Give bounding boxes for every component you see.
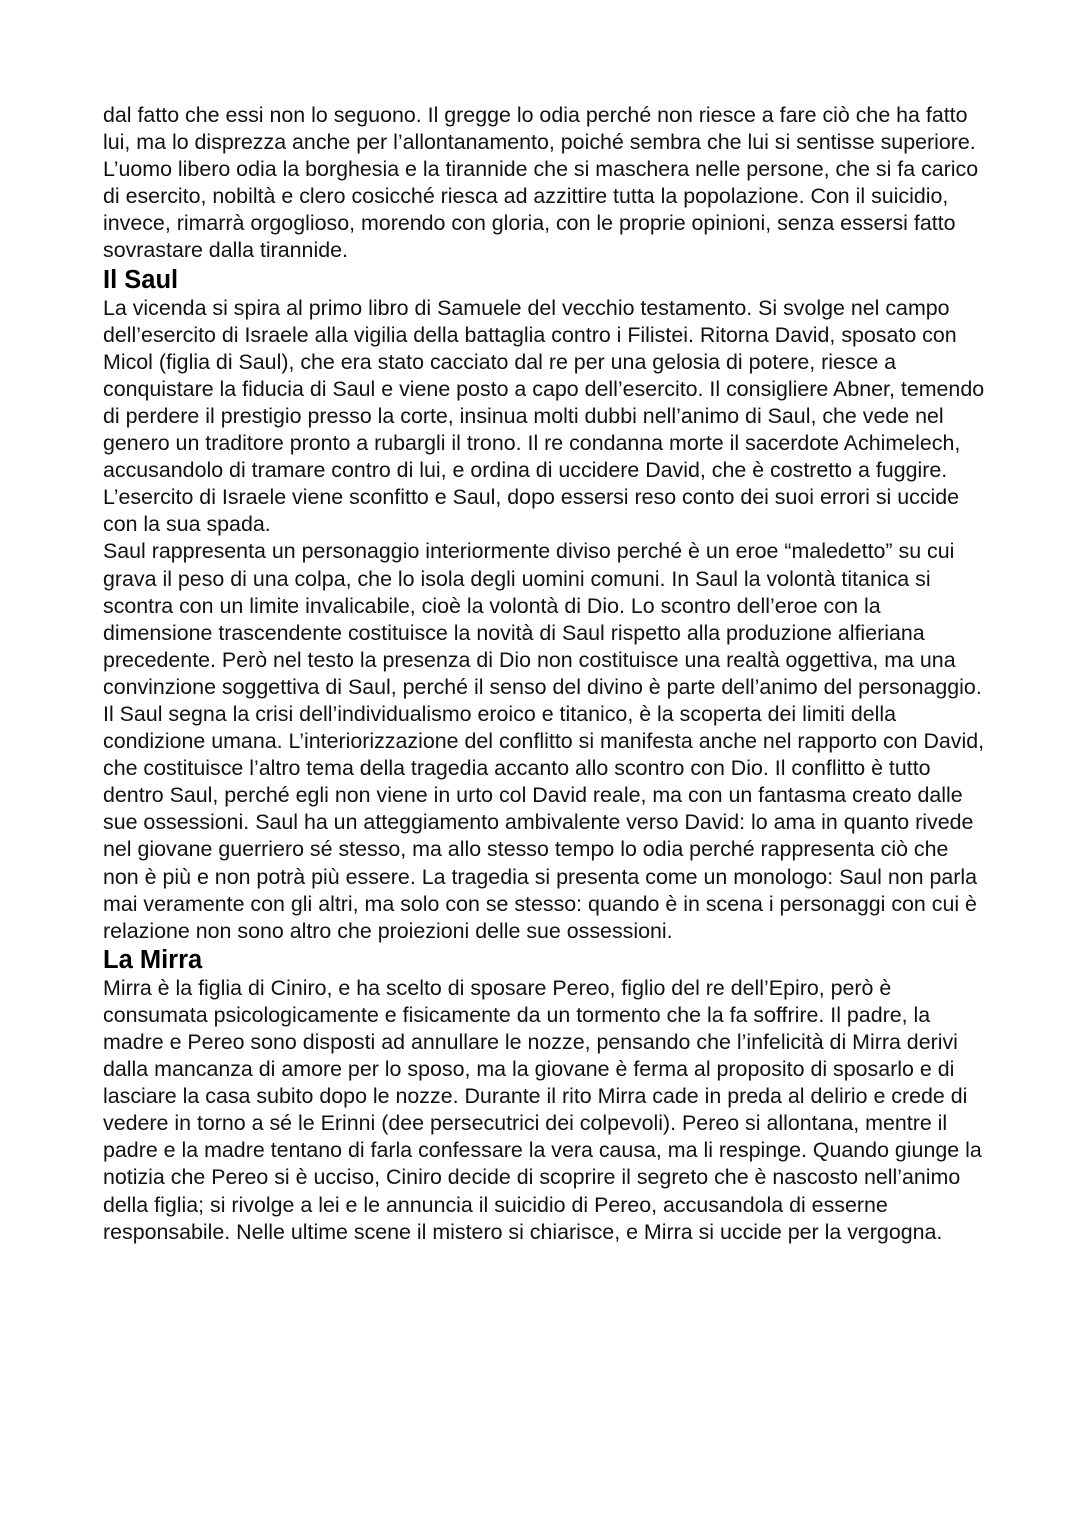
section-heading-saul: Il Saul: [103, 265, 179, 294]
mirra-paragraph-plot: Mirra è la figlia di Ciniro, e ha scelto di sposare Pereo, figlio del re dell’Epiro, però è consumata psicologicamente e fisicamente da un tormento che la fa soffrire. Il padre, la madre e Pereo sono disposti ad annullare le nozze, pensando che l’infelicità di Mirra derivi dalla mancanza di amore per lo sposo, ma la giovane è ferma al proposito di sposarlo e di lasciare la casa subito dopo le nozze. Durante il rito Mirra cade in preda al delirio e crede di vedere in torno a sé le Erinni (dee persecutrici dei colpevoli). Pereo si allontana, mentre il padre e la madre tentano di farla confessare la vera causa, ma li respinge. Quando giunge la notizia che Pereo si è ucciso, Ciniro decide di scoprire il segreto che è nascosto nell’animo della figlia; si rivolge a lei e le annuncia il suicidio di Pereo, accusandola di esserne responsabile. Nelle ultime scene il mistero si chiarisce, e Mirra si uccide per la vergogna.: [103, 975, 982, 1244]
intro-paragraph: dal fatto che essi non lo seguono. Il gregge lo odia perché non riesce a fare ciò che ha fatto lui, ma lo disprezza anche per l’allontanamento, poiché sembra che lui si sentisse superiore. L’uomo libero odia la borghesia e la tirannide che si maschera nelle persone, che si fa carico di esercito, nobiltà e clero cosicché riesca ad azzittire tutta la popolazione. Con il suicidio, invece, rimarrà orgoglioso, morendo con gloria, con le proprie opinioni, senza essersi fatto sovrastare dalla tirannide.: [103, 103, 979, 263]
document-page: [103, 102, 988, 1246]
saul-paragraph-analysis: Saul rappresenta un personaggio interiormente diviso perché è un eroe “maledetto” su cui grava il peso di una colpa, che lo isola degli uomini comuni. In Saul la volontà titanica si scontra con un limite invalicabile, cioè la volontà di Dio. Lo scontro dell’eroe con la dimensione trascendente costituisce la novità di Saul rispetto alla produzione alfieriana precedente. Però nel testo la presenza di Dio non costituisce una realtà oggettiva, ma una convinzione soggettiva di Saul, perché il senso del divino è parte dell’animo del personaggio. Il Saul segna la crisi dell’individualismo eroico e titanico, è la scoperta dei limiti della condizione umana. L’interiorizzazione del conflitto si manifesta anche nel rapporto con David, che costituisce l’altro tema della tragedia accanto allo scontro con Dio. Il conflitto è tutto dentro Saul, perché egli non viene in urto col David reale, ma con un fantasma creato dalle sue ossessioni. Saul ha un atteggiamento ambivalente verso David: lo ama in quanto rivede nel giovane guerriero sé stesso, ma allo stesso tempo lo odia perché rappresenta ciò che non è più e non potrà più essere. La tragedia si presenta come un monologo: Saul non parla mai veramente con gli altri, ma solo con se stesso: quando è in scena i personaggi con cui è relazione non sono altro che proiezioni delle sue ossessioni.: [103, 539, 985, 943]
section-heading-mirra: La Mirra: [103, 945, 203, 974]
saul-paragraph-plot: La vicenda si spira al primo libro di Samuele del vecchio testamento. Si svolge nel campo dell’esercito di Israele alla vigilia della battaglia contro i Filistei. Ritorna David, sposato con Micol (figlia di Saul), che era stato cacciato dal re per una gelosia di potere, riesce a conquistare la fiducia di Saul e viene posto a capo dell’esercito. Il consigliere Abner, temendo di perdere il prestigio presso la corte, insinua molti dubbi nell’animo di Saul, che vede nel genero un traditore pronto a rubargli il trono. Il re condanna morte il sacerdote Achimelech, accusandolo di tramare contro di lui, e ordina di uccidere David, che è costretto a fuggire. L’esercito di Israele viene sconfitto e Saul, dopo essersi reso conto dei suoi errori si uccide con la sua spada.: [103, 295, 985, 537]
